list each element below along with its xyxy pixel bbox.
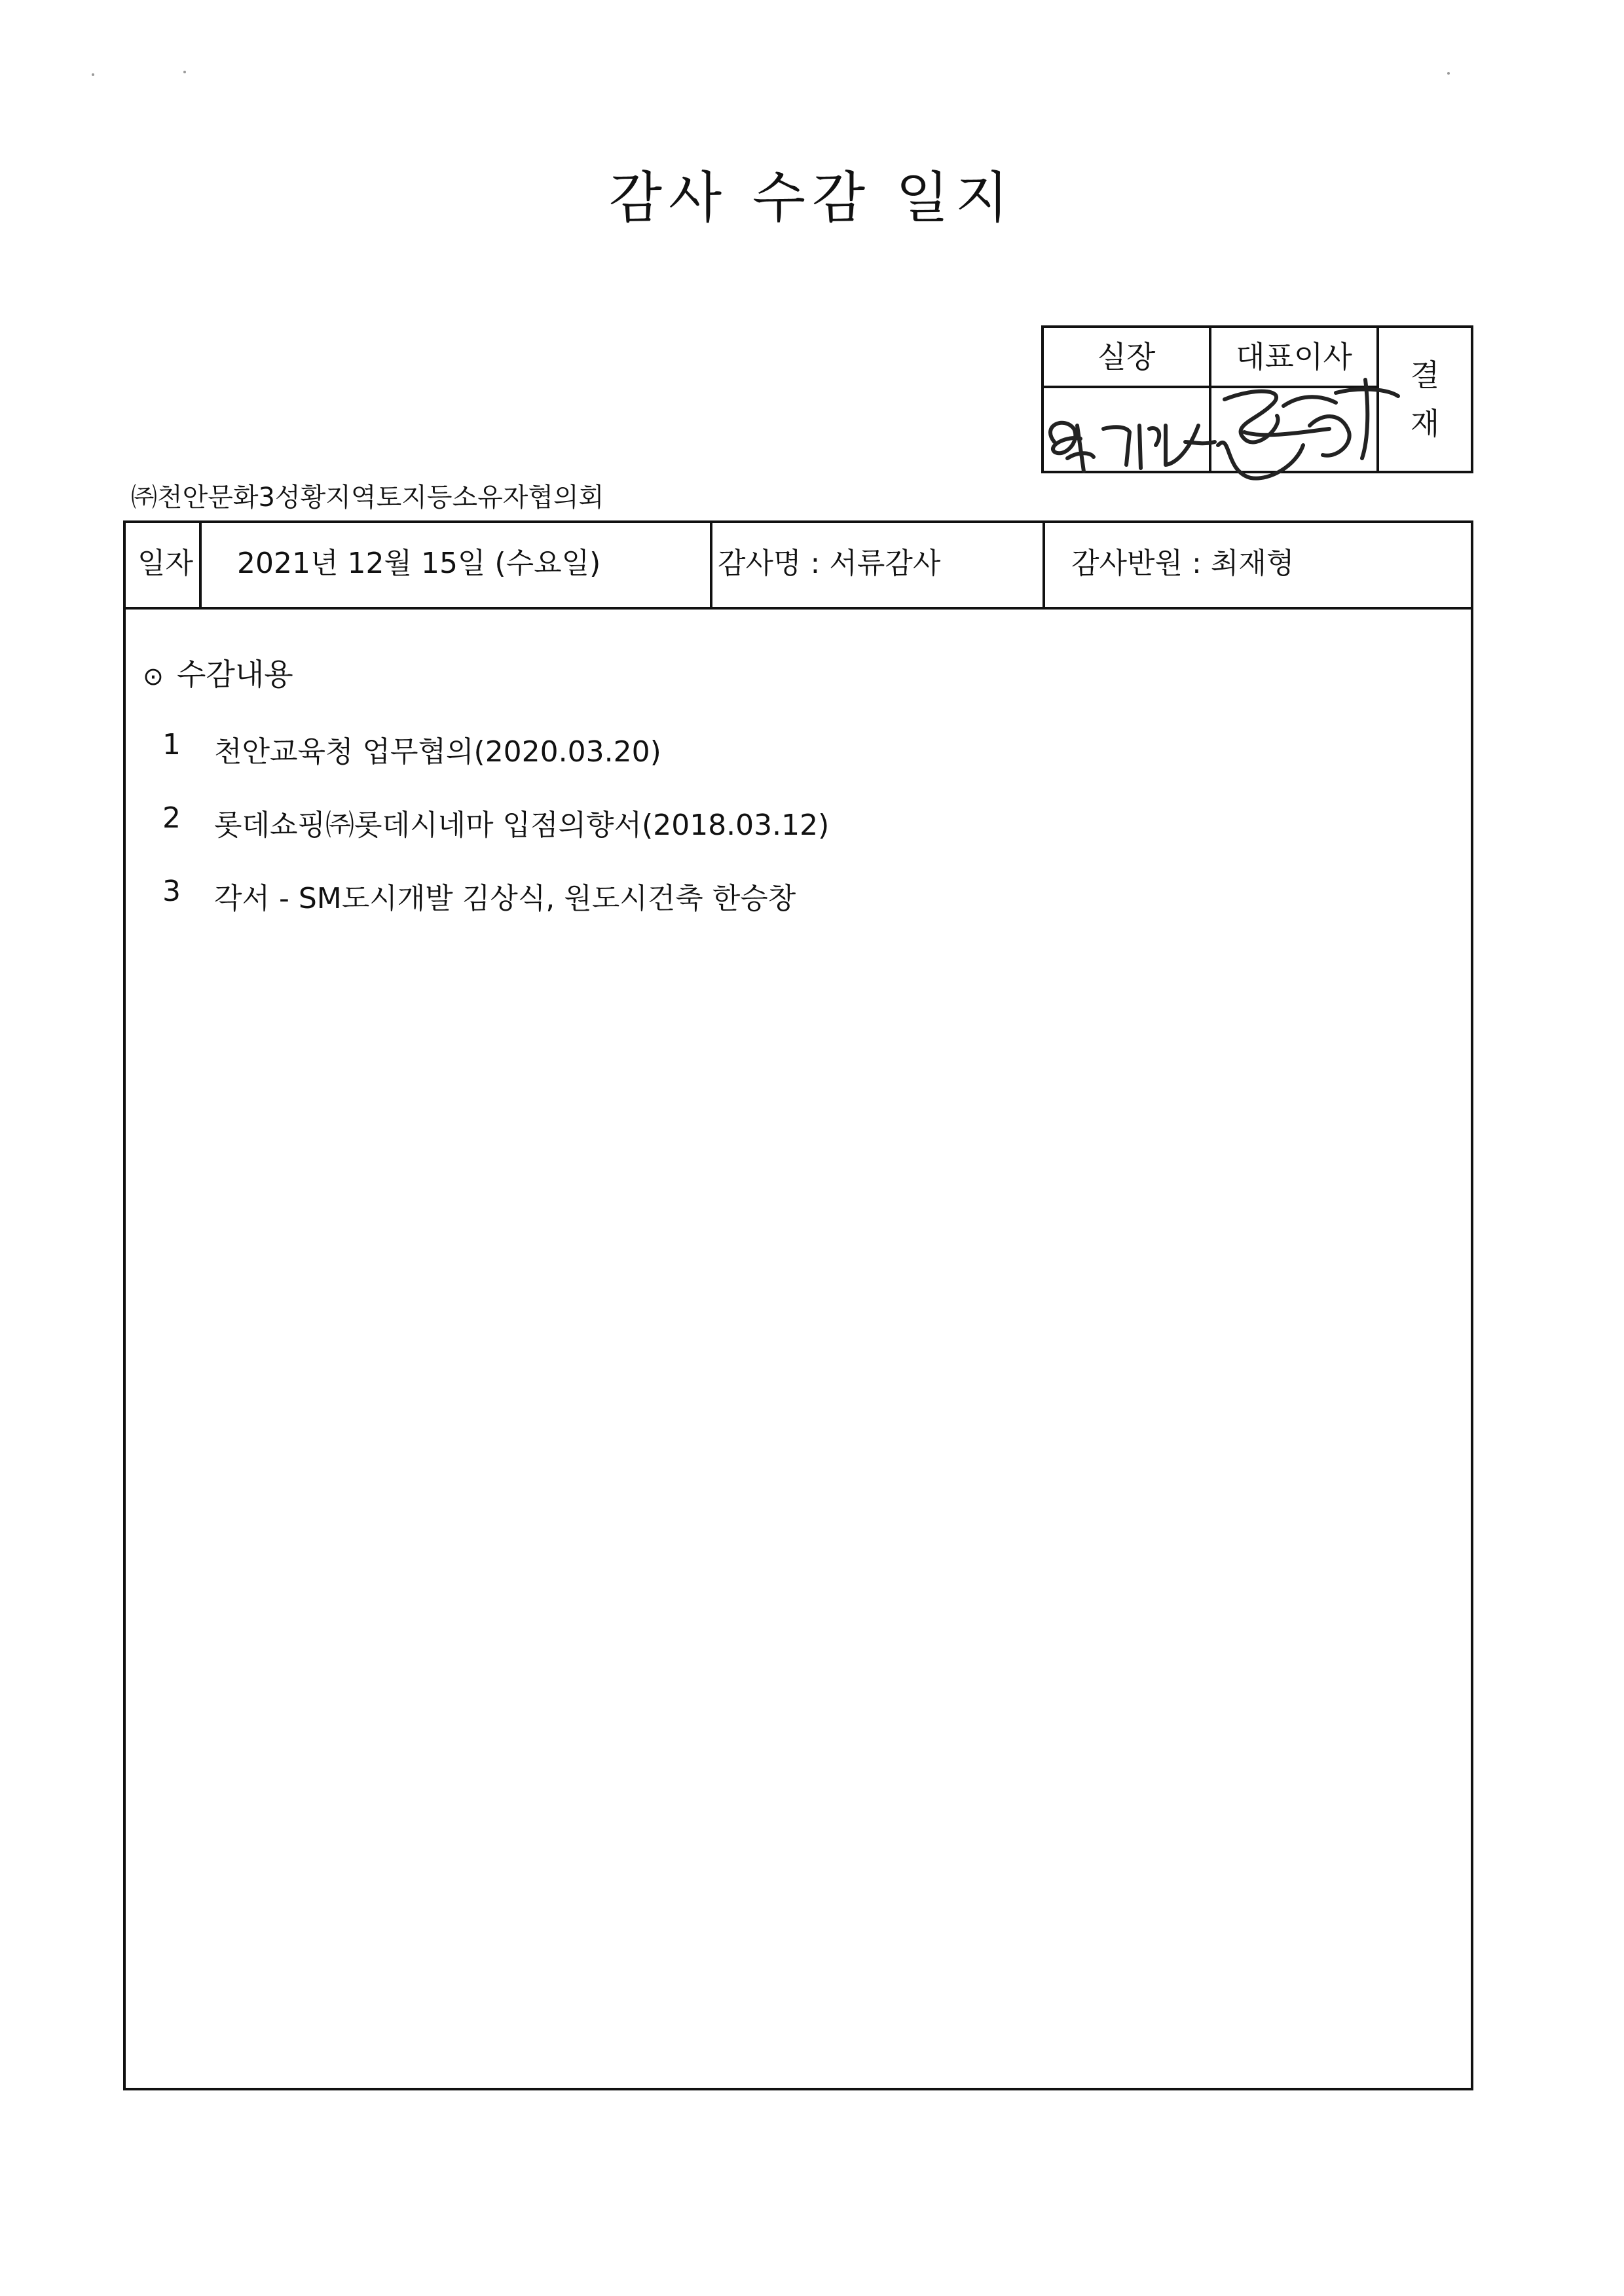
manager-signature	[1028, 380, 1225, 484]
info-divider	[710, 523, 712, 607]
info-row	[126, 523, 1471, 610]
list-item-number: 2	[162, 801, 181, 835]
scan-speck	[1447, 72, 1450, 75]
audit-name: 감사명 : 서류감사	[718, 547, 941, 580]
date-label: 일자	[138, 547, 194, 580]
organization-name: ㈜천안문화3성황지역토지등소유자협의회	[131, 483, 604, 513]
approval-header-ceo: 대표이사	[1236, 339, 1352, 374]
list-item-text: 롯데쇼핑㈜롯데시네마 입점의향서(2018.03.12)	[214, 809, 830, 842]
approval-side-label-bottom: 재	[1410, 406, 1440, 441]
list-item-number: 1	[162, 728, 181, 761]
scan-speck	[183, 71, 186, 73]
content-heading-text: 수감내용	[177, 657, 293, 692]
list-item-number: 3	[162, 875, 181, 908]
document-title: 감사 수감 일지	[608, 166, 1016, 230]
content-heading	[143, 651, 293, 694]
list-item-text: 각서 - SM도시개발 김상식, 원도시건축 한승창	[214, 882, 796, 915]
list-item-text: 천안교육청 업무협의(2020.03.20)	[214, 735, 661, 769]
approval-side-label-top: 결	[1410, 357, 1440, 393]
info-divider	[199, 523, 202, 607]
audit-log-frame	[123, 520, 1473, 2090]
info-divider	[1043, 523, 1045, 607]
scan-speck	[92, 73, 94, 76]
circle-bullet-icon: ⊙	[143, 662, 164, 691]
auditor-name: 감사반원 : 최재형	[1071, 547, 1295, 580]
date-value: 2021년 12월 15일 (수요일)	[237, 547, 601, 580]
approval-header-manager: 실장	[1097, 339, 1156, 374]
ceo-signature	[1205, 367, 1401, 491]
